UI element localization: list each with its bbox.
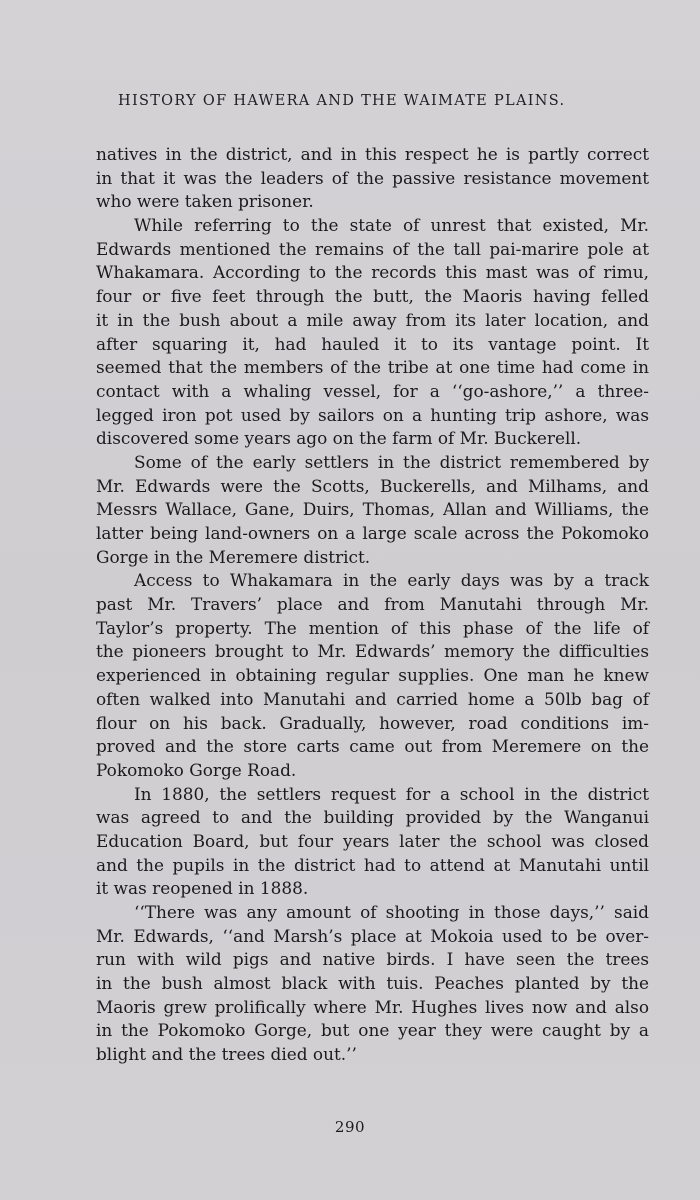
text-line: natives in the district, and in this respect he is partly correct	[96, 144, 649, 164]
text-line: Some of the early settlers in the district remembered by	[134, 451, 649, 472]
text-line: contact with a whaling vessel, for a ‘‘go-ashore,’’ a three-	[96, 380, 649, 401]
page-number: 290	[334, 1118, 366, 1136]
text-line: Taylor’s property. The mention of this phase of the life of	[96, 617, 649, 638]
text-line: Edwards mentioned the remains of the tall pai-marire pole at	[96, 238, 649, 259]
text-line: it was reopened in 1888.	[96, 878, 309, 899]
text-line: While referring to the state of unrest that existed, Mr.	[134, 215, 649, 236]
text-line: In 1880, the settlers request for a school in the district	[134, 783, 649, 804]
text-line: discovered some years ago on the farm of Mr. Buckerell.	[96, 428, 582, 449]
text-line: legged iron pot used by sailors on a hunting trip ashore, was	[96, 404, 649, 425]
text-line: Whakamara. According to the records this mast was of rimu,	[96, 262, 649, 283]
text-line: after squaring it, had hauled it to its vantage point. It	[96, 333, 649, 354]
text-line: in the Pokomoko Gorge, but one year they were caught by a	[96, 1020, 649, 1041]
text-line: Pokomoko Gorge Road.	[96, 759, 297, 780]
text-line: in the bush almost black with tuis. Peaches planted by the	[96, 973, 649, 994]
text-line: was agreed to and the building provided by the Wanganui	[96, 807, 649, 828]
text-line: Messrs Wallace, Gane, Duirs, Thomas, Allan and Williams, the	[96, 499, 649, 520]
text-line: latter being land-owners on a large scale across the Pokomoko	[96, 523, 649, 543]
text-line: flour on his back. Gradually, however, road conditions im-	[96, 712, 649, 733]
text-line: proved and the store carts came out from Meremere on the	[96, 736, 649, 757]
text-line: ‘‘There was any amount of shooting in those days,’’ said	[134, 902, 649, 922]
text-line: Education Board, but four years later the school was closed	[96, 830, 649, 851]
text-line: seemed that the members of the tribe at one time had come in	[96, 357, 649, 378]
text-line: Mr. Edwards were the Scotts, Buckerells, and Milhams, and	[96, 475, 649, 496]
body-text	[96, 143, 649, 1067]
text-line: experienced in obtaining regular supplies. One man he knew	[96, 665, 649, 686]
text-line: it in the bush about a mile away from its later location, and	[96, 309, 649, 330]
running-head: HISTORY OF HAWERA AND THE WAIMATE PLAINS.	[118, 93, 566, 109]
text-line: Access to Whakamara in the early days was by a track	[134, 570, 649, 591]
text-line: the pioneers brought to Mr. Edwards’ memory the difficulties	[96, 641, 649, 662]
text-line: who were taken prisoner.	[96, 191, 314, 212]
text-line: often walked into Manutahi and carried home a 50lb bag of	[96, 688, 649, 709]
text-line: in that it was the leaders of the passive resistance movement	[96, 167, 649, 188]
text-line: past Mr. Travers’ place and from Manutahi through Mr.	[96, 594, 649, 615]
text-line: Gorge in the Meremere district.	[96, 546, 371, 567]
text-line: and the pupils in the district had to attend at Manutahi until	[96, 854, 649, 875]
text-line: blight and the trees died out.’’	[96, 1044, 357, 1065]
text-line: run with wild pigs and native birds. I have seen the trees	[96, 949, 649, 970]
text-line: four or five feet through the butt, the Maoris having felled	[96, 286, 649, 307]
text-line: Maoris grew prolifically where Mr. Hughes lives now and also	[96, 996, 649, 1017]
text-line: Mr. Edwards, ‘‘and Marsh’s place at Mokoia used to be over-	[96, 925, 649, 946]
